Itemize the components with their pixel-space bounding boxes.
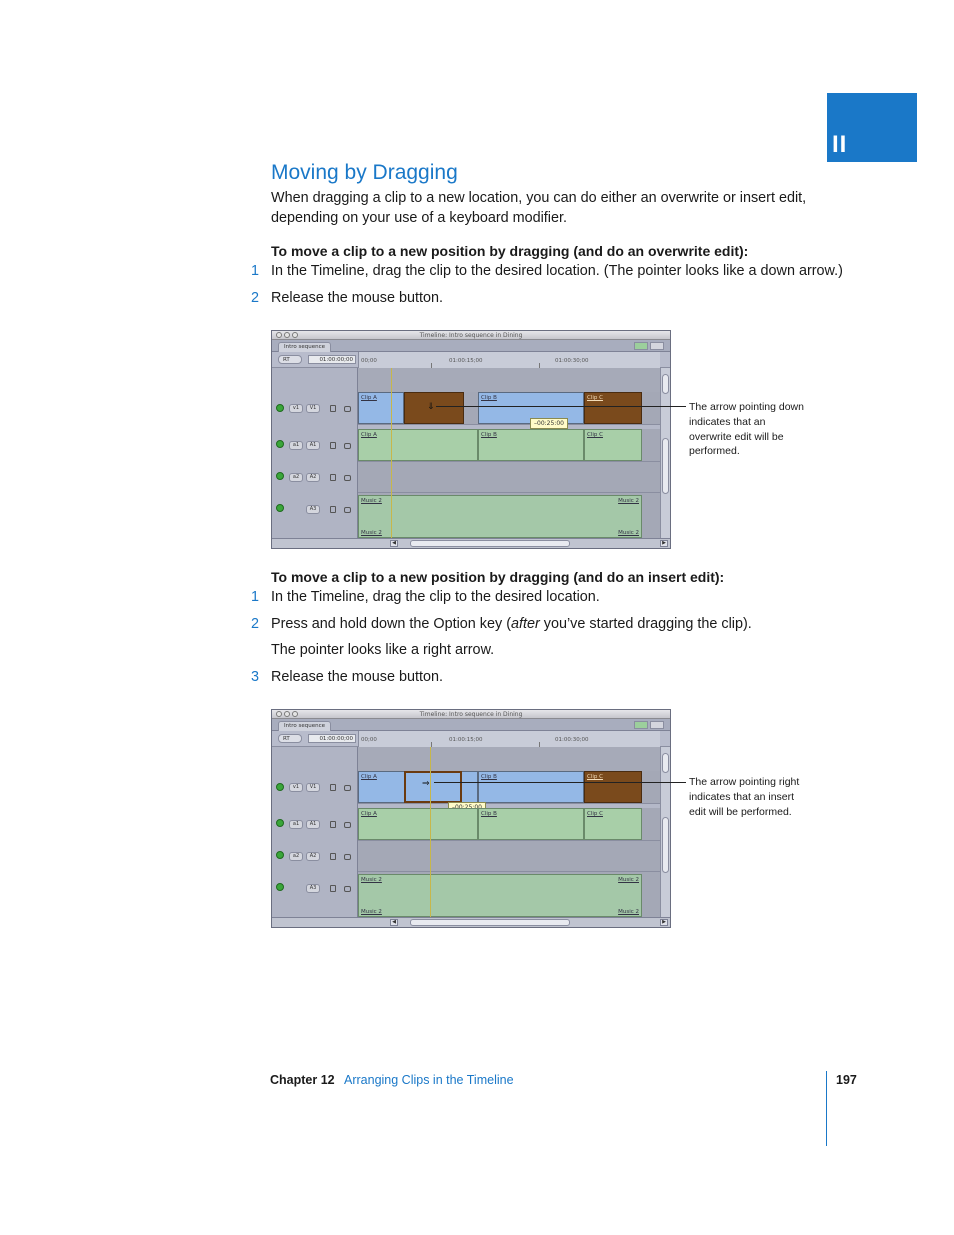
clip-label: Clip B: [481, 811, 497, 817]
dragged-clip-insert-outline[interactable]: [404, 771, 462, 803]
clip-b-audio[interactable]: [478, 429, 584, 461]
clip-label: Clip B: [481, 432, 497, 438]
insert-step-1: In the Timeline, drag the clip to the desired location.: [271, 589, 600, 605]
source-a2-button[interactable]: a2: [289, 852, 303, 861]
drag-offset-tooltip: –00:25:00: [530, 418, 568, 429]
callout-line-overwrite: [436, 406, 686, 407]
track-a2: [358, 841, 660, 872]
audio-speaker-icon[interactable]: [276, 440, 284, 448]
tab-buttons: [632, 342, 664, 352]
clip-label: Clip A: [361, 811, 377, 817]
ruler-label-start: 00;00: [361, 737, 377, 743]
clip-c-audio[interactable]: [584, 808, 642, 840]
ruler-label-mid: 01:00:15;00: [449, 737, 483, 743]
lock-icon[interactable]: [330, 784, 336, 791]
link-icon[interactable]: [344, 785, 351, 791]
dest-a2-button[interactable]: A2: [306, 852, 320, 861]
clip-label: Clip A: [361, 432, 377, 438]
dest-a3-button[interactable]: A3: [306, 505, 320, 514]
insert-step-2-emphasis: after: [510, 616, 540, 632]
lock-icon[interactable]: [330, 442, 336, 449]
callout-overwrite-line-3: overwrite edit will be: [689, 430, 784, 443]
track-v1: [358, 392, 660, 425]
music-clip[interactable]: [358, 495, 642, 538]
lock-icon[interactable]: [330, 474, 336, 481]
clip-label: Clip B: [481, 774, 497, 780]
timeline-screenshot-overwrite: [271, 330, 671, 549]
overwrite-step-2: Release the mouse button.: [271, 290, 443, 306]
callout-overwrite: [689, 400, 819, 459]
footer-chapter: Chapter 12: [270, 1073, 335, 1087]
horizontal-scrollbar[interactable]: [272, 917, 670, 927]
clip-b-audio[interactable]: [478, 808, 584, 840]
horizontal-scroll-thumb[interactable]: [410, 540, 570, 547]
clip-b-video[interactable]: [478, 771, 584, 803]
tab-sequence[interactable]: Intro sequence: [278, 721, 331, 731]
track-visibility-icon[interactable]: [276, 783, 284, 791]
right-arrow-pointer-icon: ⇒: [422, 779, 430, 789]
track-headers: [272, 368, 358, 538]
insert-step-2-part-1: Press and hold down the Option key (: [271, 616, 511, 632]
track-visibility-icon[interactable]: [276, 404, 284, 412]
audio-speaker-icon[interactable]: [276, 472, 284, 480]
clip-label: Clip C: [587, 395, 603, 401]
callout-insert-line-1: The arrow pointing right: [689, 776, 800, 788]
clip-label: Clip B: [481, 395, 497, 401]
callout-line-insert: [434, 782, 686, 783]
timeline-screenshot-insert: [271, 709, 671, 928]
clip-label: Clip A: [361, 774, 377, 780]
clip-c-audio[interactable]: [584, 429, 642, 461]
part-tab: [827, 93, 917, 162]
lock-icon[interactable]: [330, 506, 336, 513]
music-clip[interactable]: [358, 874, 642, 917]
rt-menu[interactable]: RT: [278, 355, 302, 364]
link-icon[interactable]: [344, 443, 351, 449]
track-a3: [358, 493, 660, 539]
clip-label: Music 2: [361, 877, 382, 883]
lock-icon[interactable]: [330, 853, 336, 860]
empty-track-area: [358, 747, 660, 771]
page-number: 197: [836, 1073, 857, 1087]
lock-icon[interactable]: [330, 405, 336, 412]
vertical-scroll-thumb-audio[interactable]: [662, 438, 669, 494]
vertical-scrollbar[interactable]: [660, 368, 670, 538]
clip-label-bottom: Music 2: [361, 530, 382, 536]
vertical-scroll-thumb-audio[interactable]: [662, 817, 669, 873]
down-arrow-pointer-icon: ⇓: [427, 402, 435, 412]
insert-step-2-note: The pointer looks like a right arrow.: [271, 642, 495, 658]
insert-step-2-part-2: you’ve started dragging the clip).: [539, 616, 752, 632]
clip-label-bottom-end: Music 2: [618, 909, 639, 915]
lock-icon[interactable]: [330, 885, 336, 892]
ruler-label-end: 01:00:30;00: [555, 358, 589, 364]
tab-sequence[interactable]: Intro sequence: [278, 342, 331, 352]
audio-speaker-icon[interactable]: [276, 851, 284, 859]
time-ruler[interactable]: [358, 731, 660, 747]
window-title: Timeline: Intro sequence in Dining: [419, 332, 523, 339]
source-a1-button[interactable]: a1: [289, 820, 303, 829]
clip-label: Music 2: [361, 498, 382, 504]
track-a1: [358, 808, 660, 841]
intro-line-1: When dragging a clip to a new location, you can do either an overwrite or insert edit,: [271, 190, 807, 206]
horizontal-scroll-thumb[interactable]: [410, 919, 570, 926]
callout-overwrite-line-2: indicates that an: [689, 415, 766, 428]
empty-track-area: [358, 368, 660, 392]
linking-toggle-icon[interactable]: [650, 342, 664, 350]
dest-a1-button[interactable]: A1: [306, 441, 320, 450]
clip-label: Clip C: [587, 432, 603, 438]
tab-row: [272, 340, 670, 352]
scroll-right-icon[interactable]: ▶: [660, 919, 668, 926]
audio-speaker-icon[interactable]: [276, 883, 284, 891]
callout-overwrite-line-1: The arrow pointing down: [689, 401, 804, 413]
snapping-toggle-icon[interactable]: [634, 721, 648, 729]
timecode-field[interactable]: 01:00:00;00: [308, 734, 356, 743]
tab-row: [272, 719, 670, 731]
ruler-label-start: 00;00: [361, 358, 377, 364]
clip-label-bottom-end: Music 2: [618, 530, 639, 536]
clip-label: Clip A: [361, 395, 377, 401]
track-a3: [358, 872, 660, 918]
window-titlebar: [272, 331, 670, 340]
snapping-toggle-icon[interactable]: [634, 342, 648, 350]
dest-v1-button[interactable]: V1: [306, 404, 320, 413]
link-icon[interactable]: [344, 507, 351, 513]
clip-label-end: Music 2: [618, 498, 639, 504]
clip-label-bottom: Music 2: [361, 909, 382, 915]
insert-step-3: Release the mouse button.: [271, 669, 443, 685]
ruler-label-end: 01:00:30;00: [555, 737, 589, 743]
insert-heading: To move a clip to a new position by dragging (and do an insert edit):: [271, 569, 725, 585]
part-tab-label: II: [832, 131, 848, 158]
overwrite-step-1: In the Timeline, drag the clip to the desired location. (The pointer looks like a down arrow.): [271, 263, 843, 279]
clip-a-audio[interactable]: [358, 808, 478, 840]
scroll-left-icon[interactable]: ◀: [390, 540, 398, 547]
tab-buttons: [632, 721, 664, 731]
clip-label: Clip C: [587, 811, 603, 817]
clip-label: Clip C: [587, 774, 603, 780]
audio-speaker-icon[interactable]: [276, 504, 284, 512]
callout-insert: [689, 775, 819, 819]
insert-step-2-number: 2: [251, 616, 260, 632]
link-icon[interactable]: [344, 406, 351, 412]
callout-insert-line-2: indicates that an insert: [689, 790, 795, 803]
vertical-scroll-thumb-video[interactable]: [662, 753, 669, 773]
timecode-field[interactable]: 01:00:00;00: [308, 355, 356, 364]
track-headers: [272, 747, 358, 917]
link-icon[interactable]: [344, 822, 351, 828]
source-v1-button[interactable]: v1: [289, 404, 303, 413]
source-v1-button[interactable]: v1: [289, 783, 303, 792]
section-title: Moving by Dragging: [271, 161, 458, 184]
overwrite-step-1-number: 1: [251, 263, 260, 279]
insert-step-2: [271, 614, 752, 634]
insert-step-3-number: 3: [251, 669, 260, 685]
footer-divider: [826, 1071, 827, 1146]
horizontal-scrollbar[interactable]: [272, 538, 670, 548]
lock-icon[interactable]: [330, 821, 336, 828]
callout-overwrite-line-4: performed.: [689, 445, 740, 458]
dest-a1-button[interactable]: A1: [306, 820, 320, 829]
time-ruler[interactable]: [358, 352, 660, 368]
footer-chapter-title: Arranging Clips in the Timeline: [344, 1073, 514, 1087]
callout-insert-line-3: edit will be performed.: [689, 805, 792, 818]
dest-a3-button[interactable]: A3: [306, 884, 320, 893]
clip-label-end: Music 2: [618, 877, 639, 883]
link-icon[interactable]: [344, 475, 351, 481]
vertical-scroll-thumb-video[interactable]: [662, 374, 669, 394]
insert-step-1-number: 1: [251, 589, 260, 605]
playhead[interactable]: [430, 747, 431, 917]
window-titlebar: [272, 710, 670, 719]
link-icon[interactable]: [344, 854, 351, 860]
source-a2-button[interactable]: a2: [289, 473, 303, 482]
vertical-scrollbar[interactable]: [660, 747, 670, 917]
link-icon[interactable]: [344, 886, 351, 892]
playhead[interactable]: [391, 368, 392, 538]
audio-speaker-icon[interactable]: [276, 819, 284, 827]
ruler-label-mid: 01:00:15;00: [449, 358, 483, 364]
scroll-left-icon[interactable]: ◀: [390, 919, 398, 926]
overwrite-heading: To move a clip to a new position by dragging (and do an overwrite edit):: [271, 243, 749, 259]
dest-v1-button[interactable]: V1: [306, 783, 320, 792]
scroll-right-icon[interactable]: ▶: [660, 540, 668, 547]
clip-a-audio[interactable]: [358, 429, 478, 461]
track-v1: [358, 771, 660, 804]
clip-c-video[interactable]: [584, 771, 642, 803]
linking-toggle-icon[interactable]: [650, 721, 664, 729]
window-title: Timeline: Intro sequence in Dining: [419, 711, 523, 718]
overwrite-step-2-number: 2: [251, 290, 260, 306]
clip-c-video[interactable]: [584, 392, 642, 424]
clip-a-video[interactable]: [358, 392, 404, 424]
track-a2: [358, 462, 660, 493]
rt-menu[interactable]: RT: [278, 734, 302, 743]
intro-line-2: depending on your use of a keyboard modifier.: [271, 210, 568, 226]
source-a1-button[interactable]: a1: [289, 441, 303, 450]
track-a1: [358, 429, 660, 462]
dest-a2-button[interactable]: A2: [306, 473, 320, 482]
